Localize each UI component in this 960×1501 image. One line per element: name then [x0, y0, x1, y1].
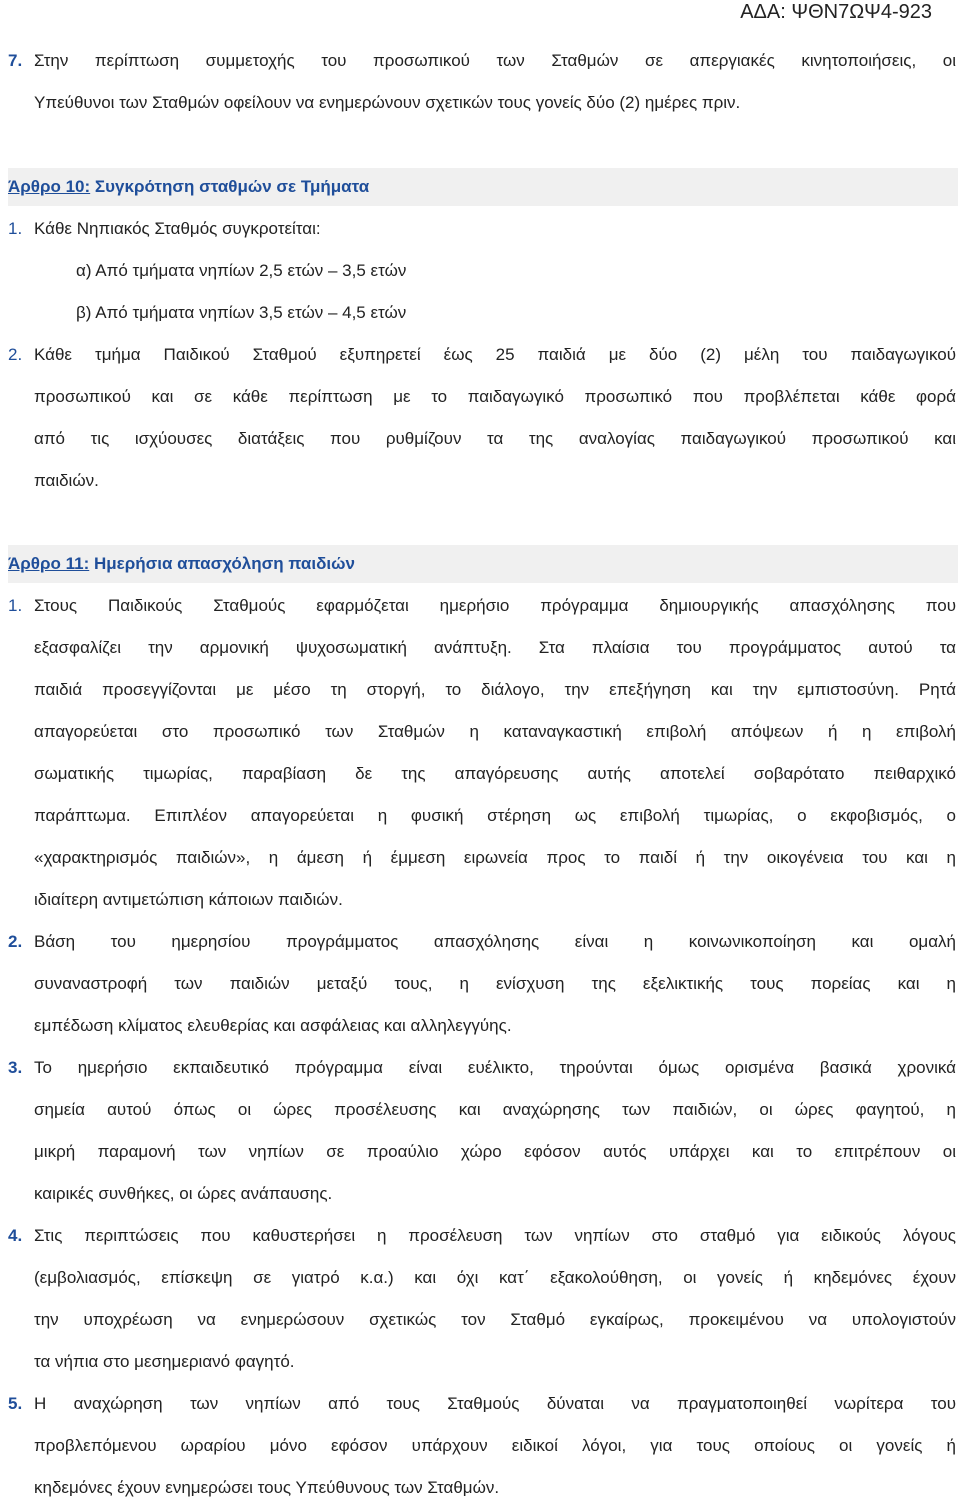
article11-item3-line: καιρικές συνθήκες, οι ώρες ανάπαυσης.: [34, 1184, 333, 1203]
article10-subitem: β) Από τμήματα νηπίων 3,5 ετών – 4,5 ετών: [76, 303, 407, 322]
article11-label: Άρθρο 11:: [8, 554, 90, 573]
article11-item5-line: προβλεπόμενου ωραρίου μόνο εφόσον υπάρχουν ειδικοί λόγοι, για τους οποίους οι γονείς ή: [34, 1436, 956, 1455]
article11-item5-line: Η αναχώρηση των νηπίων από τους Σταθμούς δύναται να πραγματοποιηθεί νωρίτερα του: [34, 1394, 956, 1413]
article11-item1-line: σωματικής τιμωρίας, παραβίαση δε της απαγόρευσης αυτής αποτελεί σοβαρότατο πειθαρχικό: [34, 764, 956, 783]
article10-title: Συγκρότηση σταθμών σε Τμήματα: [90, 177, 370, 196]
article11-title: Ημερήσια απασχόληση παιδιών: [89, 554, 355, 573]
para7-line: Στην περίπτωση συμμετοχής του προσωπικού των Σταθμών σε απεργιακές κινητοποιήσεις, οι: [34, 51, 956, 70]
article10-item2-number: 2.: [8, 345, 23, 364]
para7-line: Υπεύθυνοι των Σταθμών οφείλουν να ενημερώνουν σχετικών τους γονείς δύο (2) ημέρες πριν.: [34, 93, 741, 112]
article11-heading: [8, 553, 355, 575]
article10-item2-line: παιδιών.: [34, 471, 99, 490]
article11-item4-line: την υποχρέωση να ενημερώσουν σχετικώς τον Σταθμό εγκαίρως, προκειμένου να υπολογιστούν: [34, 1310, 956, 1329]
article11-item1-line: ιδιαίτερη αντιμετώπιση κάποιων παιδιών.: [34, 890, 343, 909]
article11-item2-line: εμπέδωση κλίματος ελευθερίας και ασφάλειας και αλληλεγγύης.: [34, 1016, 512, 1035]
article11-item2-line: Βάση του ημερησίου προγράμματος απασχόλησης είναι η κοινωνικοποίηση και ομαλή: [34, 932, 956, 951]
article11-item1-line: παιδιά προσεγγίζονται με μέσο τη στοργή, το διάλογο, την επεξήγηση και την εμπιστοσύνη. Ρητά: [34, 680, 956, 699]
article11-item3-line: Το ημερήσιο εκπαιδευτικό πρόγραμμα είναι ευέλικτο, τηρούνται όμως ορισμένα βασικά χρονικά: [34, 1058, 956, 1077]
article11-item1-line: Στους Παιδικούς Σταθμούς εφαρμόζεται ημερήσιο πρόγραμμα δημιουργικής απασχόλησης που: [34, 596, 956, 615]
article11-item-number: 1.: [8, 596, 23, 615]
article11-item1-line: εξασφαλίζει την αρμονική ψυχοσωματική ανάπτυξη. Στα πλαίσια του προγράμματος αυτού τα: [34, 638, 956, 657]
para7-number: 7.: [8, 51, 23, 70]
article10-item2-line: προσωπικού και σε κάθε περίπτωση με το παιδαγωγικό προσωπικό που προβλέπεται κάθε φορά: [34, 387, 956, 406]
article11-item4-line: Στις περιπτώσεις που καθυστερήσει η προσέλευση των νηπίων στο σταθμό για ειδικούς λόγους: [34, 1226, 956, 1245]
article11-item3-line: σημεία αυτού όπως οι ώρες προσέλευσης και αναχώρησης των παιδιών, οι ώρες φαγητού, η: [34, 1100, 956, 1119]
article10-subitem: α) Από τμήματα νηπίων 2,5 ετών – 3,5 ετών: [76, 261, 407, 280]
article11-item5-line: κηδεμόνες έχουν ενημερώσει τους Υπεύθυνους των Σταθμών.: [34, 1478, 500, 1497]
article11-item1-line: παράπτωμα. Επιπλέον απαγορεύεται η φυσική στέρηση ως επιβολή τιμωρίας, ο εκφοβισμός, ο: [34, 806, 956, 825]
article11-item4-line: τα νήπια στο μεσημεριανό φαγητό.: [34, 1352, 295, 1371]
article10-label: Άρθρο 10:: [8, 177, 91, 196]
article10-heading: [8, 176, 369, 198]
article11-item4-line: (εμβολιασμός, επίσκεψη σε γιατρό κ.α.) και όχι κατ΄ εξακολούθηση, οι γονείς ή κηδεμόνες έχουν: [34, 1268, 956, 1287]
article11-item1-line: απαγορεύεται στο προσωπικό των Σταθμών η καταναγκαστική επιβολή απόψεων ή η επιβολή: [34, 722, 956, 741]
article11-item1-line: «χαρακτηρισμός παιδιών», η άμεση ή έμμεση ειρωνεία προς το παιδί ή την οικογένεια του και η: [34, 848, 956, 867]
article11-item3-line: μικρή παραμονή των νηπίων σε προαύλιο χώρο εφόσον αυτός υπάρχει και το επιτρέπουν οι: [34, 1142, 956, 1161]
article11-item-number: 4.: [8, 1226, 23, 1245]
article10-item2-line: Κάθε τμήμα Παιδικού Σταθμού εξυπηρετεί έως 25 παιδιά με δύο (2) μέλη του παιδαγωγικού: [34, 345, 956, 364]
article11-item-number: 5.: [8, 1394, 23, 1413]
article10-item2-line: από τις ισχύουσες διατάξεις που ρυθμίζουν τα της αναλογίας παιδαγωγικού προσωπικού και: [34, 429, 956, 448]
article10-item1-number: 1.: [8, 219, 23, 238]
article11-item-number: 3.: [8, 1058, 23, 1077]
article11-item2-line: συναναστροφή των παιδιών μεταξύ τους, η ενίσχυση της εξελικτικής τους πορείας και η: [34, 974, 956, 993]
article11-item-number: 2.: [8, 932, 23, 951]
ada-code: ΑΔΑ: ΨΘΝ7ΩΨ4-923: [740, 1, 932, 23]
article10-item1-intro: Κάθε Νηπιακός Σταθμός συγκροτείται:: [34, 219, 321, 238]
